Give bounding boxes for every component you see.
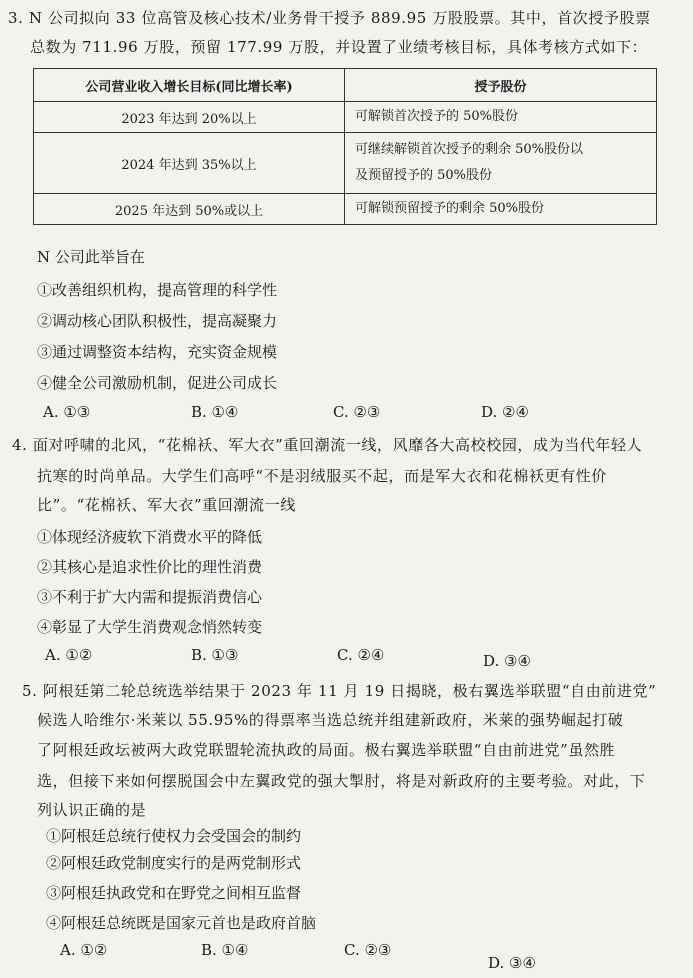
q5-option-a[interactable]: A. ①②: [60, 941, 108, 959]
q4-item-2: ②其核心是追求性价比的理性消费: [37, 558, 263, 576]
q5-option-d[interactable]: D. ③④: [488, 954, 536, 972]
table-cell-shares: [345, 133, 657, 194]
table-row: [34, 133, 657, 194]
q4-option-c[interactable]: C. ②④: [337, 646, 385, 664]
q3-assessment-table: [33, 68, 657, 225]
q3-item-4: ④健全公司激励机制，促进公司成长: [37, 374, 278, 392]
q4-item-4: ④彰显了大学生消费观念悄然转变: [37, 618, 263, 636]
q3-stem-line2: 总数为 711.96 万股，预留 177.99 万股，并设置了业绩考核目标，具体考核方式如下：: [30, 38, 648, 56]
q3-item-3: ③通过调整资本结构，充实资金规模: [37, 343, 278, 361]
q4-stem-line2: 抗寒的时尚单品。大学生们高呼“不是羽绒服买不起，而是军大衣和花棉袄更有性价: [37, 467, 607, 485]
q5-item-1: ①阿根廷总统行使权力会受国会的制约: [46, 827, 302, 845]
q4-item-1: ①体现经济疲软下消费水平的降低: [37, 528, 263, 546]
table-row: [34, 194, 657, 225]
q3-item-1: ①改善组织机构，提高管理的科学性: [37, 281, 278, 299]
q3-item-2: ②调动核心团队积极性，提高凝聚力: [37, 312, 278, 330]
q5-item-4: ④阿根廷总统既是国家元首也是政府首脑: [46, 914, 317, 932]
table-cell-target: 2024 年达到 35%以上: [34, 133, 345, 194]
q3-stem-line1: 3. N 公司拟向 33 位高管及核心技术/业务骨干授予 889.95 万股股票。其中，首次授予股票: [8, 9, 651, 27]
q4-item-3: ③不利于扩大内需和提振消费信心: [37, 588, 263, 606]
table-cell-shares-line2: 及预留授予的 50%股份: [355, 168, 493, 183]
q3-prompt: N 公司此举旨在: [37, 248, 145, 266]
table-cell-shares: 可解锁首次授予的 50%股份: [345, 102, 657, 133]
q5-stem-line5: 列认识正确的是: [37, 801, 147, 819]
q5-item-3: ③阿根廷执政党和在野党之间相互监督: [46, 884, 302, 902]
table-cell-shares-line1: 可继续解锁首次授予的剩余 50%股份以: [355, 142, 584, 157]
q3-option-a[interactable]: A. ①③: [43, 403, 91, 421]
q5-stem-line1: 5. 阿根廷第二轮总统选举结果于 2023 年 11 月 19 日揭晓，极右翼选举联盟“自由前进党”: [22, 682, 657, 700]
table-header-shares: 授予股份: [345, 69, 657, 102]
q5-option-c[interactable]: C. ②③: [344, 941, 392, 959]
table-cell-shares: 可解锁预留授予的剩余 50%股份: [345, 194, 657, 225]
q3-option-c[interactable]: C. ②③: [333, 403, 381, 421]
q5-item-2: ②阿根廷政党制度实行的是两党制形式: [46, 854, 302, 872]
table-header-target: 公司营业收入增长目标(同比增长率): [34, 69, 345, 102]
q3-option-d[interactable]: D. ②④: [481, 403, 529, 421]
q3-option-b[interactable]: B. ①④: [191, 403, 239, 421]
table-cell-target: 2025 年达到 50%或以上: [34, 194, 345, 225]
q4-option-a[interactable]: A. ①②: [45, 646, 93, 664]
q4-stem-line1: 4. 面对呼啸的北风，“花棉袄、军大衣”重回潮流一线，风靡各大高校校园，成为当代年轻人: [12, 436, 643, 454]
q4-stem-line3: 比”。“花棉袄、军大衣”重回潮流一线: [37, 496, 296, 514]
q5-option-b[interactable]: B. ①④: [201, 941, 249, 959]
q5-stem-line4: 选，但接下来如何摆脱国会中左翼政党的强大掣肘，将是对新政府的主要考验。对此，下: [37, 772, 646, 790]
table-header-row: [34, 69, 657, 102]
table-cell-target: 2023 年达到 20%以上: [34, 102, 345, 133]
q4-option-b[interactable]: B. ①③: [191, 646, 239, 664]
table-row: [34, 102, 657, 133]
q5-stem-line2: 候选人哈维尔·米莱以 55.95%的得票率当选总统并组建新政府，米莱的强势崛起打破: [37, 711, 624, 729]
q5-stem-line3: 了阿根廷政坛被两大政党联盟轮流执政的局面。极右翼选举联盟“自由前进党”虽然胜: [37, 741, 616, 759]
q4-option-d[interactable]: D. ③④: [483, 652, 531, 670]
